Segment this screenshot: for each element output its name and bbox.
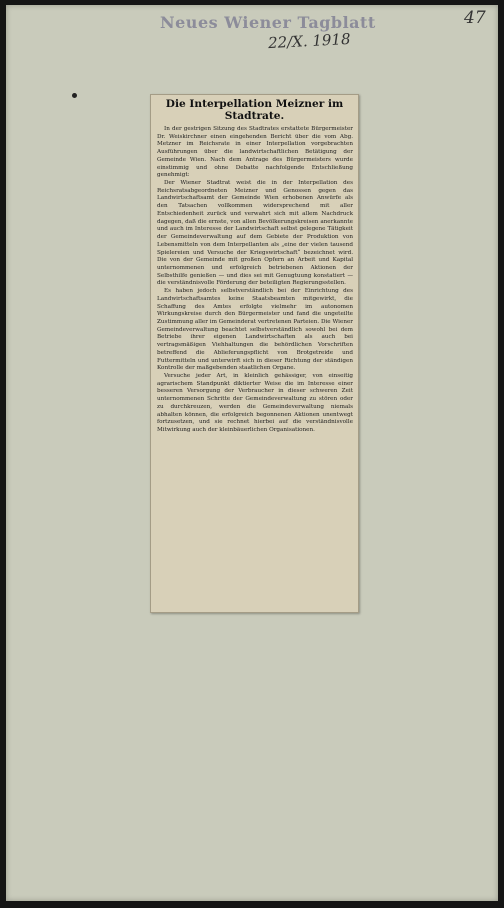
article-paragraph: Der Wiener Stadtrat weist die in der Interpellation des Reichsratsabgeordneten Meizner und Genossen gegen das Landwirtschaftsamt der Gemeinde Wien erhobenen Anwürfe als den Tatsachen vollkommen widersprechend mit aller Entschiedenheit zurück und verwahrt sich mit allem Nachdruck dagegen, daß die ernste, von allen Bevölkerungskreisen anerkannte und auch im Interesse der Landwirtschaft selbst gelegene Tätigkeit der Gemeindeverwaltung auf dem Gebiete der Produktion von Lebensmitteln von dem Interpellanten als „eine der vielen tausend Spielereien und Versuche der Kriegswirtschaft“ bezeichnet wird. Die von der Gemeinde mit großen Opfern an Arbeit und Kapital unternommenen und erfolgreich betriebenen Aktionen der Selbsthilfe genießen — und dies sei mit Genugtuung konstatiert — die verständnisvolle Förderung der beteiligten Regierungsstellen. [157,180,353,287]
folio-number: 47 [464,8,486,28]
newspaper-clipping [150,94,359,613]
article-paragraph: In der gestrigen Sitzung des Stadtrates erstattete Bürgermeister Dr. Weiskirchner einen eingehenden Bericht über die vom Abg. Metzner im Reichsrate in einer Interpellation vorgebrachten Ausführungen über die landwirtschaftlichen Betätigung der Gemeinde Wien. Nach dem Antrage des Bürgermeisters wurde einstimmig und ohne Debatte nachfolgende Entschließung genehmigt: [157,126,353,179]
archive-sheet [6,5,498,901]
article-headline: Die Interpellation Meizner im Stadtrate. [165,98,344,122]
handwritten-date: 22/X. 1918 [267,29,351,53]
newspaper-stamp: Neues Wiener Tagblatt [160,13,376,32]
punch-mark [72,93,77,98]
article-body [151,122,358,435]
article-paragraph: Versuche jeder Art, in kleinlich gehässiger, von einseitig agrarischem Standpunkt diktierter Weise die im Interesse einer besseren Versorgung der Verbraucher in dieser schweren Zeit unternommenen Schritte der Gemeindeverwaltung zu stören oder zu durchkreuzen, werden die Gemeindeverwaltung niemals abhalten können, die erfolgreich begonnenen Aktionen unentwegt fortzusetzen, und sie rechnet hierbei auf die verständnisvolle Mitwirkung auch der kleinbäuerlichen Organisationen. [157,373,353,434]
article-paragraph: Es haben jedoch selbstverständlich bei der Einrichtung des Landwirtschaftsamtes keine Staatsbeamten mitgewirkt, die Schaffung des Amtes erfolgte vielmehr im autonomen Wirkungskreise durch den Bürgermeister und fand die ungeteilte Zustimmung aller im Gemeinderat vertretenen Parteien. Die Wiener Gemeindeverwaltung beachtet selbstverständlich sowohl bei dem Betriebe ihrer eigenen Landwirtschaften als auch bei vertragsmäßigen Viehhaltungen die behördlichen Vorschriften betreffend die Ablieferungspflicht von Brotgetreide und Futtermitteln und unterwirft sich in dieser Richtung der ständigen Kontrolle der maßgebenden staatlichen Organe. [157,288,353,372]
